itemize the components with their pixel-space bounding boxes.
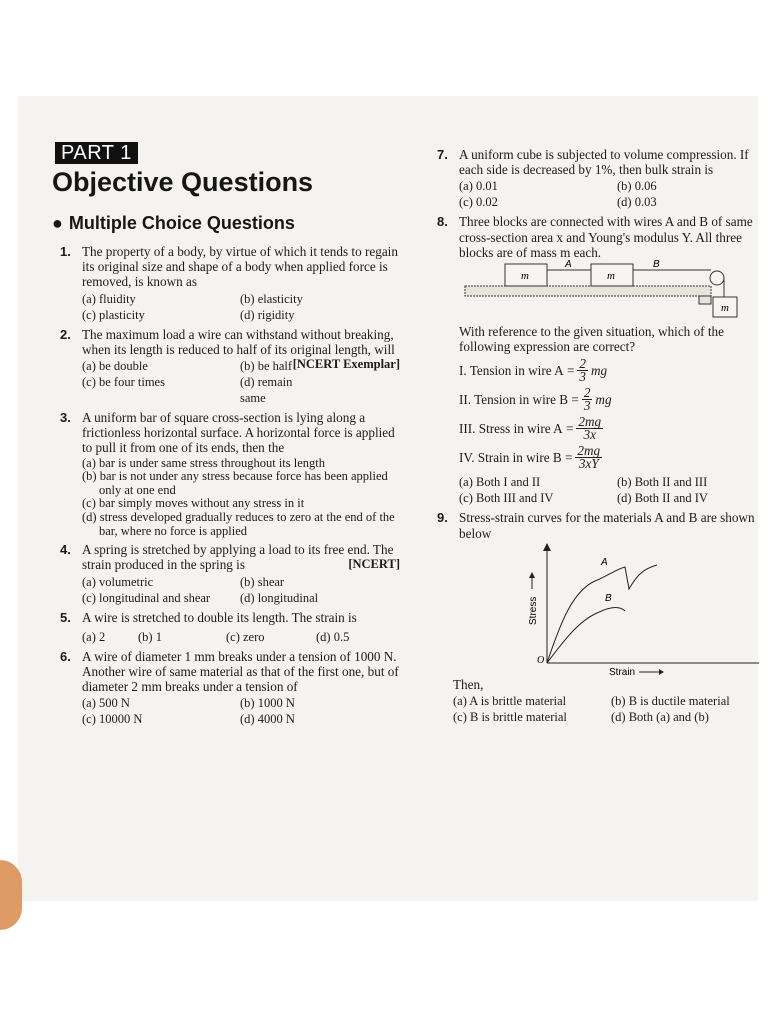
option-c[interactable]: (c) bar simply moves without any stress in it (82, 496, 305, 511)
option-a[interactable]: (a) 500 N (82, 696, 130, 711)
option-c[interactable]: (c) Both III and IV (459, 491, 554, 506)
curve-a (547, 565, 657, 663)
question-7 (437, 147, 759, 210)
options (82, 291, 400, 323)
numerator: 2 (583, 385, 591, 401)
question-2 (60, 327, 400, 406)
option-c[interactable]: (c) 10000 N (82, 712, 143, 727)
question-text-body: A spring is stretched by applying a load to its free end. The strain produced in the spring is (82, 542, 394, 573)
option-b[interactable]: (b) be half (240, 359, 293, 374)
option-b[interactable]: (b) B is ductile material (611, 694, 730, 709)
question-number: 6. (60, 648, 71, 664)
statement-label: III. Stress in wire A (459, 421, 563, 437)
origin-label: O (537, 654, 545, 666)
question-text-after: Then, (453, 676, 484, 692)
equals-sign: = (568, 392, 579, 408)
question-1 (60, 244, 400, 323)
question-text: A uniform bar of square cross-section is lying along a frictionless horizontal surface. A horizontal force is applied to pull it from one of its ends, then the (82, 410, 395, 456)
question-4 (60, 542, 400, 605)
options (82, 629, 400, 645)
option-a[interactable]: (a) fluidity (82, 291, 136, 306)
question-number: 5. (60, 609, 71, 625)
question-number: 3. (60, 410, 71, 426)
option-a[interactable]: (a) bar is under same stress throughout its length (82, 455, 326, 470)
block-2-label: m (607, 270, 615, 283)
option-d[interactable]: (d) longitudinal (240, 590, 319, 605)
question-number: 8. (437, 214, 448, 230)
options (459, 474, 759, 506)
question-text-2: With reference to the given situation, which of the following expression are correct? (459, 324, 724, 355)
x-axis-label: Strain (609, 666, 636, 677)
option-d[interactable]: (d) 4000 N (240, 712, 295, 727)
option-a[interactable]: (a) A is brittle material (453, 694, 567, 709)
numerator: 2mg (578, 414, 602, 430)
option-d[interactable]: (d) Both II and IV (617, 491, 708, 506)
question-text: Stress-strain curves for the materials A and B are shown below (459, 510, 755, 541)
option-a[interactable]: (a) Both I and II (459, 475, 541, 490)
option-b[interactable]: (b) elasticity (240, 291, 303, 306)
denominator: 3 (583, 398, 591, 414)
option-c[interactable]: (c) B is brittle material (453, 710, 567, 725)
option-c[interactable]: (c) longitudinal and shear (82, 590, 211, 605)
page-title: Objective Questions (52, 167, 314, 197)
y-axis-label: Stress (528, 596, 539, 625)
question-number: 2. (60, 326, 71, 342)
question-3 (60, 410, 400, 538)
section-title-text: Multiple Choice Questions (68, 213, 295, 233)
statement-3 (459, 416, 759, 441)
block-3-label: m (721, 302, 729, 315)
right-column (437, 147, 759, 729)
options (459, 178, 759, 210)
table-leg (699, 296, 711, 304)
option-c[interactable]: (c) 0.02 (459, 195, 498, 210)
source-tag: [NCERT Exemplar] (292, 357, 400, 372)
question-6 (60, 649, 400, 728)
blocks-figure (459, 260, 749, 322)
numerator: 2 (579, 356, 587, 372)
statement-2 (459, 387, 759, 412)
stress-strain-graph (509, 541, 768, 677)
question-text: A wire of diameter 1 mm breaks under a tension of 1000 N. Another wire of same material as that of the first one, but of diameter 2 mm breaks under a tension of (82, 648, 399, 695)
option-d[interactable]: (d) stress developed gradually reduces to zero at the end of the bar, where no force is applied (82, 510, 395, 538)
numerator: 2mg (577, 443, 601, 459)
question-text (82, 542, 400, 572)
question-number: 1. (60, 244, 71, 259)
option-d[interactable]: (d) remain same (240, 375, 293, 406)
denominator: 3 (579, 369, 587, 385)
section-title (52, 213, 295, 234)
source-tag: [NCERT] (348, 557, 400, 572)
bullet-icon: ● (52, 213, 63, 233)
statements (459, 358, 759, 470)
statement-tail: mg (595, 392, 612, 408)
equals-sign: = (561, 450, 573, 466)
option-d[interactable]: (d) Both (a) and (b) (611, 710, 709, 725)
statement-label: IV. Strain in wire B (459, 450, 562, 466)
statement-1 (459, 358, 759, 383)
y-axis-arrow (543, 543, 551, 551)
option-a[interactable]: (a) 0.01 (459, 179, 498, 194)
curve-a-label: A (601, 556, 608, 568)
part-badge: PART 1 (55, 142, 138, 164)
question-8 (437, 214, 759, 506)
equals-sign: = (563, 363, 575, 379)
question-9 (437, 510, 759, 725)
fraction (582, 387, 593, 412)
question-number: 7. (437, 147, 448, 162)
question-text: The property of a body, by virtue of which it tends to regain its original size and shape of a body when applied force is removed, is known as (82, 244, 398, 290)
option-c[interactable]: (c) plasticity (82, 307, 145, 322)
option-a[interactable]: (a) be double (82, 359, 148, 374)
fraction (575, 445, 602, 470)
options (82, 358, 293, 406)
option-b[interactable]: (b) bar is not under any stress because force has been applied only at one end (82, 469, 388, 497)
y-axis-label-arrowhead (529, 572, 535, 578)
options (453, 693, 759, 725)
statement-label: II. Tension in wire B (459, 392, 569, 408)
question-text-body: The maximum load a wire can withstand without breaking, when its length is reduced to half of its original length, will (82, 326, 395, 357)
denominator: 3xY (578, 456, 599, 472)
curve-b (547, 607, 625, 663)
option-c[interactable]: (c) zero (226, 629, 265, 644)
option-d[interactable]: (d) 0.03 (617, 195, 657, 210)
statement-4 (459, 445, 759, 470)
option-c[interactable]: (c) be four times (82, 375, 165, 390)
option-d[interactable]: (d) 0.5 (316, 629, 350, 644)
option-d[interactable]: (d) rigidity (240, 307, 295, 322)
options (82, 574, 400, 606)
curve-b-label: B (605, 592, 612, 604)
statement-label: I. Tension in wire A (459, 363, 564, 379)
option-b[interactable]: (b) 1000 N (240, 696, 295, 711)
question-text: A uniform cube is subjected to volume compression. If each side is decreased by 1%, then bulk strain is (459, 147, 749, 178)
option-b[interactable]: (b) shear (240, 574, 285, 589)
thumb-edge (0, 860, 22, 930)
x-axis-label-arrowhead (659, 669, 664, 675)
pulley (710, 271, 724, 285)
fraction (576, 416, 603, 441)
block-1-label: m (521, 270, 529, 283)
question-number: 9. (437, 510, 448, 526)
statement-tail: mg (591, 363, 608, 379)
option-b[interactable]: (b) Both II and III (617, 475, 708, 490)
fraction (577, 358, 588, 383)
question-number: 4. (60, 542, 71, 558)
table-surface (465, 286, 711, 296)
options (82, 695, 400, 727)
equals-sign: = (562, 421, 574, 437)
options (82, 457, 400, 539)
question-text: A wire is stretched to double its length. The strain is (82, 609, 357, 625)
option-b[interactable]: (b) 0.06 (617, 179, 657, 194)
option-a[interactable]: (a) 2 (82, 629, 106, 644)
option-b[interactable]: (b) 1 (138, 629, 162, 644)
wire-b-label: B (653, 260, 660, 271)
wire-a-label: A (565, 260, 572, 271)
question-text: Three blocks are connected with wires A and B of same cross-section area x and Young's modulus Y. All three blocks are of mass m each. (459, 214, 753, 260)
denominator: 3x (583, 427, 596, 443)
left-column (60, 244, 400, 731)
option-a[interactable]: (a) volumetric (82, 574, 154, 589)
question-5 (60, 610, 400, 645)
